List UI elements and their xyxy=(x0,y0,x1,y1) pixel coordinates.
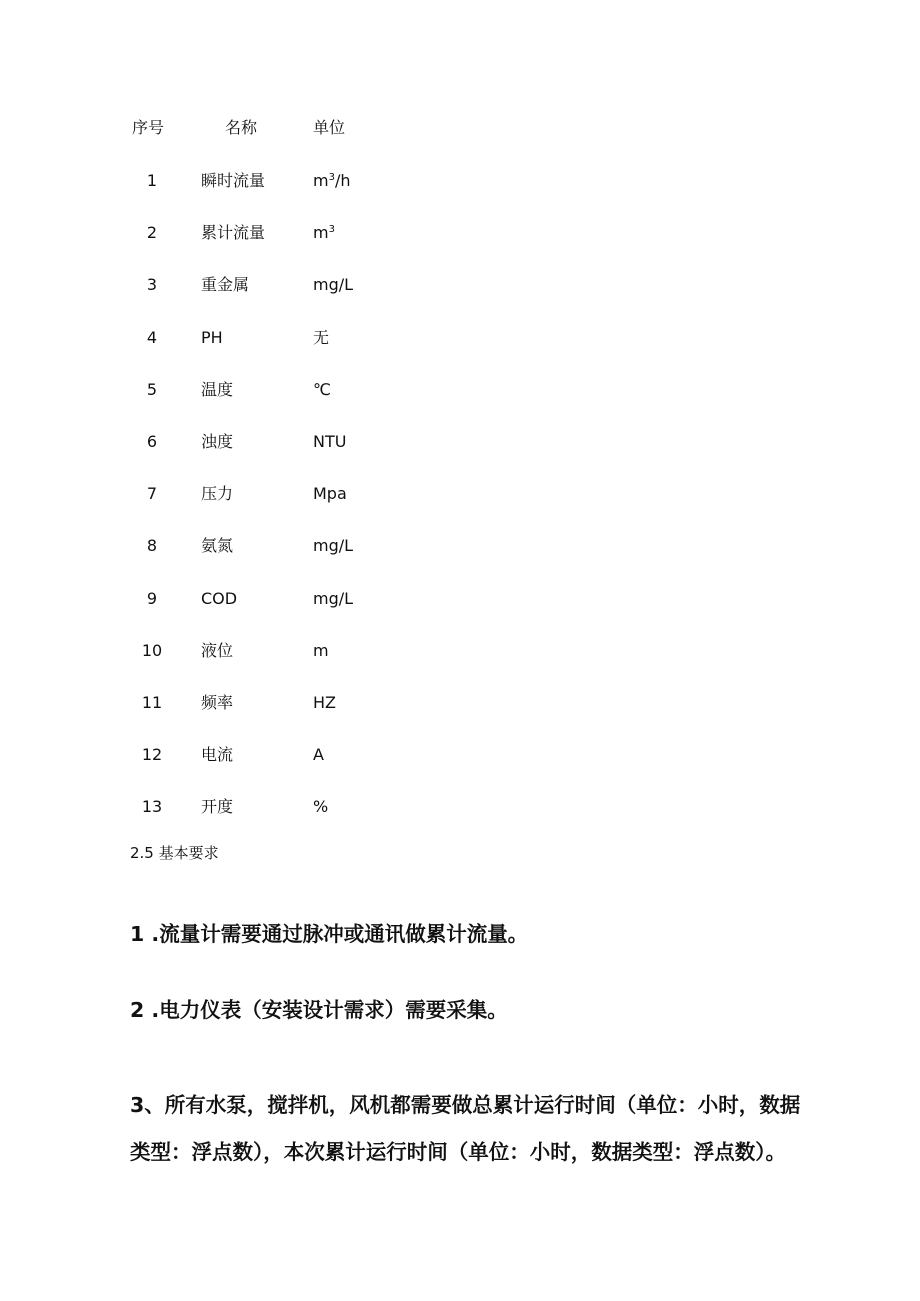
table-row xyxy=(0,323,920,353)
table-row xyxy=(0,270,920,300)
table-row xyxy=(0,792,920,822)
table-row xyxy=(0,531,920,561)
row-unit xyxy=(313,740,324,770)
table-row xyxy=(0,427,920,457)
header-unit: 单位 xyxy=(313,118,346,137)
row-name: 频率 xyxy=(201,693,234,712)
row-number: 13 xyxy=(141,797,163,817)
row-name: 开度 xyxy=(201,797,234,817)
row-unit xyxy=(313,531,353,561)
unit-base: mg/L xyxy=(313,275,354,295)
table-row xyxy=(0,584,920,614)
row-unit xyxy=(313,218,335,248)
header-no: 序号 xyxy=(132,118,165,137)
unit-superscript: 3 xyxy=(328,224,335,236)
row-name: 浊度 xyxy=(201,432,234,451)
unit-base: % xyxy=(313,797,329,817)
table-row xyxy=(0,218,920,248)
requirement-1: 1 .流量计需要通过脉冲或通讯做累计流量。 xyxy=(130,922,529,946)
row-unit xyxy=(313,792,328,822)
table-row xyxy=(0,375,920,405)
row-number: 8 xyxy=(146,536,158,556)
table-row xyxy=(0,166,920,196)
row-name: 重金属 xyxy=(201,275,250,295)
table-row xyxy=(0,688,920,718)
unit-superscript: 3 xyxy=(328,172,335,183)
table-header xyxy=(0,113,920,143)
row-name: 累计流量 xyxy=(201,223,266,243)
row-name: 瞬时流量 xyxy=(201,171,266,190)
row-number: 7 xyxy=(146,484,158,504)
row-unit xyxy=(313,479,347,509)
header-name: 名称 xyxy=(225,118,258,137)
row-unit xyxy=(313,323,329,353)
row-number: 9 xyxy=(146,588,158,608)
row-number: 4 xyxy=(146,327,158,347)
unit-base: A xyxy=(313,745,324,765)
row-unit xyxy=(313,688,336,718)
row-unit xyxy=(313,375,331,405)
row-name: 压力 xyxy=(201,484,234,504)
row-name: 电流 xyxy=(201,745,234,765)
row-number: 10 xyxy=(141,640,163,660)
row-number: 11 xyxy=(141,693,163,712)
row-number: 5 xyxy=(146,379,158,399)
section-title: 2.5 基本要求 xyxy=(130,844,219,862)
unit-base: m xyxy=(313,640,329,660)
row-number: 2 xyxy=(146,223,158,243)
requirement-3: 3、所有水泵，搅拌机，风机都需要做总累计运行时间（单位：小时，数据类型：浮点数），本次累计运行时间（单位：小时，数据类型：浮点数）。 xyxy=(130,1093,801,1164)
row-name: PH xyxy=(201,327,223,347)
row-number: 3 xyxy=(146,275,158,295)
row-number: 12 xyxy=(141,745,163,765)
unit-base: m xyxy=(313,171,329,190)
row-name: 氨氮 xyxy=(201,536,234,556)
row-name: 温度 xyxy=(201,379,234,399)
requirement-2: 2 .电力仪表（安装设计需求）需要采集。 xyxy=(130,998,508,1022)
unit-base: ℃ xyxy=(313,379,331,399)
unit-base: NTU xyxy=(313,432,347,451)
unit-base: m xyxy=(313,223,329,243)
row-name: 液位 xyxy=(201,640,234,660)
row-number: 6 xyxy=(146,432,158,451)
unit-base: 无 xyxy=(313,327,330,347)
unit-tail: /h xyxy=(334,171,351,190)
row-unit xyxy=(313,636,329,666)
row-unit xyxy=(313,584,353,614)
unit-base: mg/L xyxy=(313,588,354,608)
row-unit xyxy=(313,270,353,300)
row-name: COD xyxy=(201,588,238,608)
row-unit xyxy=(313,427,346,457)
table-row xyxy=(0,636,920,666)
unit-base: Mpa xyxy=(313,484,347,504)
table-row xyxy=(0,740,920,770)
unit-base: HZ xyxy=(313,693,336,712)
table-row xyxy=(0,479,920,509)
row-number: 1 xyxy=(146,171,158,190)
row-unit xyxy=(313,166,351,196)
unit-base: mg/L xyxy=(313,536,354,556)
